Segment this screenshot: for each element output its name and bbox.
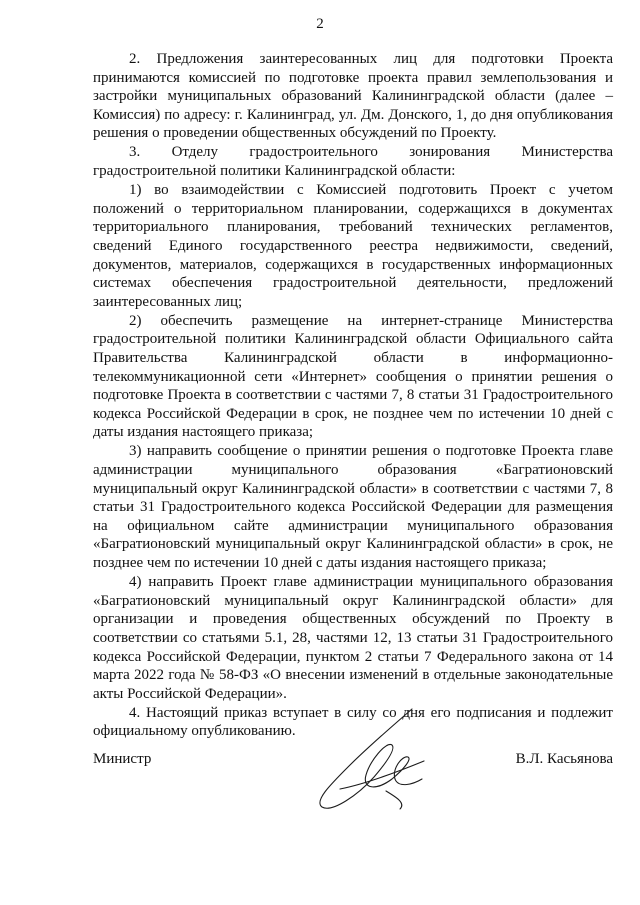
paragraph-subitem-2: 2) обеспечить размещение на интернет-странице Министерства градостроительной политики Калининградской области Официального сайта Правительства Калининградской области в информационно-телекоммуникационной сети «Интернет» сообщения о принятии решения о подготовке Проекта в соответствии с частями 7, 8 статьи 31 Градостроительного кодекса Российской Федерации в срок, не позднее чем по истечении 10 дней с даты издания настоящего приказа; (93, 312, 613, 441)
signatory-title: Министр (93, 751, 152, 767)
paragraph-item-4-effective: 4. Настоящий приказ вступает в силу со дня его подписания и подлежит официальному опубликованию. (93, 704, 613, 740)
paragraph-subitem-3: 3) направить сообщение о принятии решения о подготовке Проекта главе администрации муниципального образования «Багратионовский муниципальный округ Калининградской области» в соответствии с частями 7, 8 статьи 31 Градостроительного кодекса Российской Федерации для размещения на официальном сайте администрации муниципального образования «Багратионовский муниципальный округ Калининградской области» в срок, не позднее чем по истечении 10 дней с даты издания настоящего приказа; (93, 443, 613, 572)
paragraph-item-3-department: 3. Отделу градостроительного зонирования Министерства градостроительной политики Калининградской области: (93, 144, 613, 180)
paragraph-subitem-1: 1) во взаимодействии с Комиссией подготовить Проект с учетом положений о территориальном планировании, содержащихся в документах территориального планирования, требований технических регламентов, сведений Единого государственного реестра недвижимости, сведений, документов, материалов, содержащихся в государственных информационных системах обеспечения градостроительной деятельности, предложений заинтересованных лиц; (93, 182, 613, 310)
signatory-name: В.Л. Касьянова (515, 751, 613, 767)
page-number: 2 (316, 16, 324, 32)
signature-block (93, 750, 613, 772)
paragraph-subitem-4: 4) направить Проект главе администрации муниципального образования «Багратионовский муниципальный округ Калининградской области» для организации и проведения общественных обсуждений по Проекту в соответствии со статьями 5.1, 28, частями 12, 13 статьи 31 Градостроительного кодекса Российской Федерации, пунктом 2 статьи 7 Федерального закона от 14 марта 2022 года № 58-ФЗ «О внесении изменений в отдельные законодательные акты Российской Федерации». (93, 574, 613, 702)
document-body (93, 50, 613, 741)
paragraph-item-2-proposals: 2. Предложения заинтересованных лиц для подготовки Проекта принимаются комиссией по подготовке проекта правил землепользования и застройки муниципальных образований Калининградской области (далее – Комиссия) по адресу: г. Калининград, ул. Дм. Донского, 1, до дня опубликования решения о проведении общественных обсуждений по Проекту. (93, 51, 613, 142)
